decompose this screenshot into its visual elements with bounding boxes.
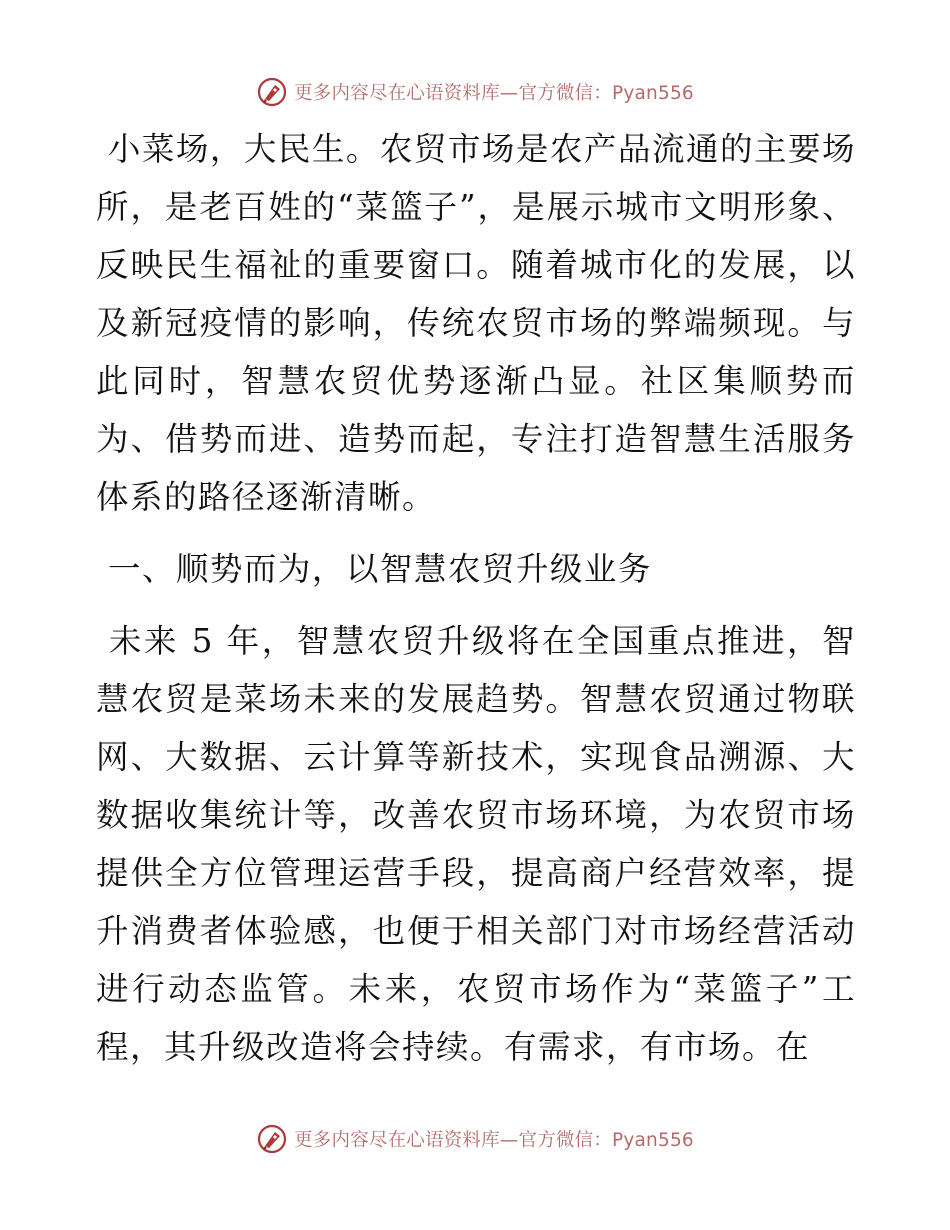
footer-banner-text: 更多内容尽在心语资料库—官方微信：Pyan556 bbox=[294, 1130, 694, 1151]
paragraph-intro: 小菜场，大民生。农贸市场是农产品流通的主要场所，是老百姓的“菜篮子”，是展示城市文明形象、反映民生福祉的重要窗口。随着城市化的发展，以及新冠疫情的影响，传统农贸市场的弊端频现。与此同时，智慧农贸优势逐渐凸显。社区集顺势而为、借势而进、造势而起，专注打造智慧生活服务体系的路径逐渐清晰。 bbox=[96, 130, 856, 516]
paragraph-future: 未来 5 年，智慧农贸升级将在全国重点推进，智慧农贸是菜场未来的发展趋势。智慧农贸通过物联网、大数据、云计算等新技术，实现食品溯源、大数据收集统计等，改善农贸市场环境，为农贸市场提供全方位管理运营手段，提高商户经营效率，提升消费者体验感，也便于相关部门对市场经营活动进行动态监管。未来，农贸市场作为“菜篮子”工程，其升级改造将会持续。有需求，有市场。在 bbox=[96, 622, 856, 1066]
header-banner bbox=[0, 72, 950, 112]
footer-banner bbox=[0, 1119, 950, 1159]
header-banner-text: 更多内容尽在心语资料库—官方微信：Pyan556 bbox=[294, 83, 694, 104]
section-heading: 一、顺势而为，以智慧农贸升级业务 bbox=[96, 550, 652, 588]
pen-nib-logo-icon bbox=[256, 76, 288, 108]
pen-nib-logo-icon bbox=[256, 1123, 288, 1155]
document-body bbox=[96, 120, 856, 1076]
